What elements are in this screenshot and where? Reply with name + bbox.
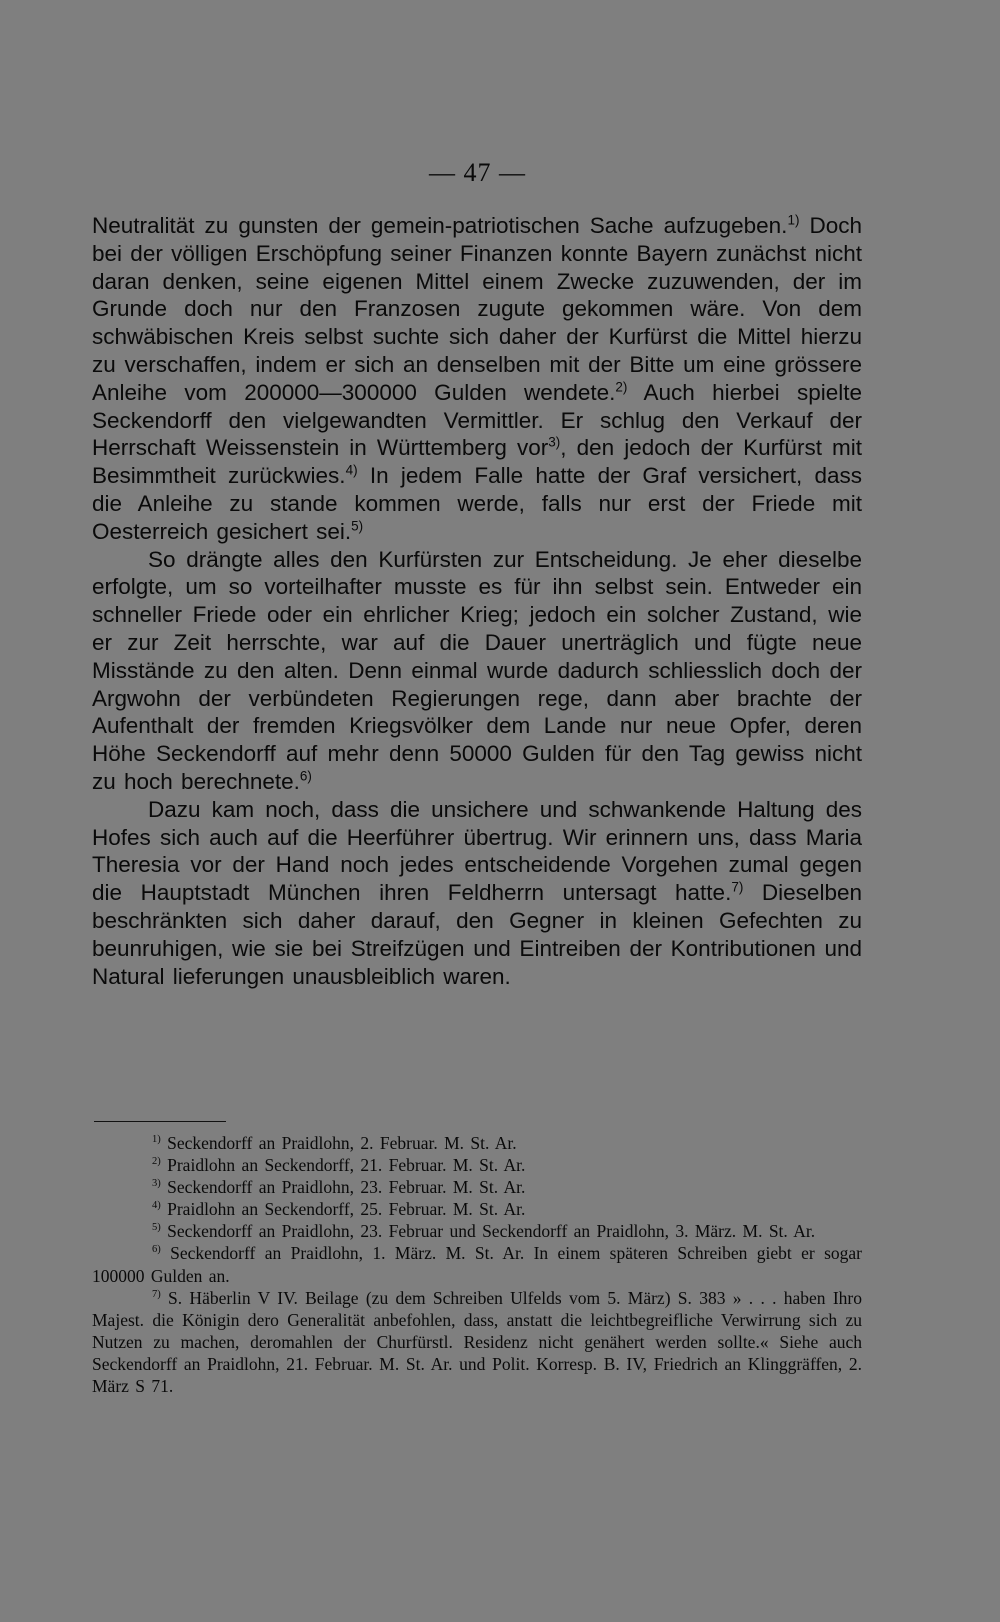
paragraph-text: Dieselben beschränkten sich daher darauf, den Gegner in kleinen Gefechten zu beunruhigen, wie sie bei Streifzügen und Eintreiben der Kontributionen und Natural lieferungen unausbleiblich waren.: [92, 880, 862, 989]
paragraph-text: So drängte alles den Kurfürsten zur Entscheidung. Je eher dieselbe erfolgte, um so vorteilhafter musste es für ihn selbst sein. Entweder ein schneller Friede oder ein ehrlicher Krieg; jedoch ein solcher Zustand, wie er zur Zeit herrschte, war auf die Dauer unerträglich und fügte neue Misstände zu den alten. Denn einmal wurde dadurch schliesslich doch der Argwohn der verbündeten Regierungen rege, dann aber brachte der Aufenthalt der fremden Kriegsvölker dem Lande nur neue Opfer, deren Höhe Seckendorff auf mehr denn 50000 Gulden für den Tag gewiss nicht zu hoch berechnete.: [92, 546, 862, 794]
page-number: — 47 —: [429, 158, 526, 187]
footnote-reference: 3): [548, 434, 561, 450]
footnote-mark: 5): [152, 1222, 161, 1234]
footnote-reference: 4): [345, 462, 358, 478]
footnote-text: Seckendorff an Praidlohn, 1. März. M. St. Ar. In einem späteren Schreiben giebt er sogar 100000 Gulden an.: [92, 1243, 862, 1286]
paragraph-text: , den jedoch der Kurfürst mit Besimmtheit zurückwies.: [92, 435, 863, 489]
paragraph: [92, 546, 862, 796]
footnote: [92, 1220, 862, 1242]
footnote-text: Praidlohn an Seckendorff, 21. Februar. M. St. Ar.: [160, 1155, 526, 1176]
footnote: [92, 1198, 862, 1220]
footnote-mark: 6): [152, 1244, 161, 1256]
footnote-text: S. Häberlin V IV. Beilage (zu dem Schreiben Ulfelds vom 5. März) S. 383 » . . . haben Ihro Majest. die Königin dero Generalität anbefohlen, dass, anstatt die leichtbegreifliche Verwirrung sich zu Nutzen zu machen, deromahlen der Churfürstl. Residenz nicht genähert werden sollte.« Siehe auch Seckendorff an Praidlohn, 21. Februar. M. St. Ar. und Polit. Korresp. B. IV, Friedrich an Klinggräffen, 2. März S 71.: [92, 1287, 862, 1397]
footnote-text: Praidlohn an Seckendorff, 25. Februar. M. St. Ar.: [160, 1199, 526, 1220]
footnote: [92, 1242, 862, 1286]
paragraph: [92, 796, 862, 991]
footnote-reference: 2): [615, 379, 628, 395]
footnote-text: Seckendorff an Praidlohn, 23. Februar und Seckendorff an Praidlohn, 3. März. M. St. Ar.: [160, 1221, 816, 1242]
footnote-mark: 4): [152, 1200, 161, 1212]
footnote-mark: 1): [152, 1134, 161, 1146]
footnote: [92, 1176, 862, 1198]
paragraph-text: Doch bei der völligen Erschöpfung seiner Finanzen konnte Bayern zunächst nicht daran denken, seine eigenen Mittel einem Zwecke zuzuwenden, der im Grunde doch nur den Franzosen zugute gekommen wäre. Von dem schwäbischen Kreis selbst suchte sich daher der Kurfürst die Mittel hierzu zu verschaffen, indem er sich an denselben mit der Bitte um eine grössere Anleihe vom 200000—300000 Gulden wendete.: [92, 213, 862, 405]
footnote: [92, 1132, 862, 1154]
footnote-mark: 2): [152, 1156, 161, 1168]
footnote: [92, 1154, 862, 1176]
footnote-reference: 6): [299, 768, 312, 784]
footnote-mark: 7): [152, 1288, 161, 1300]
footnote-reference: 7): [731, 879, 744, 895]
footnote-text: Seckendorff an Praidlohn, 2. Februar. M. St. Ar.: [160, 1133, 517, 1153]
paragraph-text: Auch hierbei spielte Seckendorff den vielgewandten Vermittler. Er schlug den Verkauf der Herrschaft Weissenstein in Württemberg vor: [92, 379, 862, 461]
footnotes: [92, 1132, 862, 1397]
footnote-reference: 5): [351, 518, 364, 534]
paragraph: [92, 212, 862, 546]
footnote: [92, 1287, 862, 1397]
footnote-text: Seckendorff an Praidlohn, 23. Februar. M. St. Ar.: [160, 1177, 526, 1198]
paragraph-text: Dazu kam noch, dass die unsichere und schwankende Haltung des Hofes sich auch auf die Heerführer übertrug. Wir erinnern uns, dass Maria Theresia vor der Hand noch jedes entscheidende Vorgehen zumal gegen die Hauptstadt München ihren Feldherrn untersagt hatte.: [92, 796, 862, 906]
paragraph-text: In jedem Falle hatte der Graf versichert, dass die Anleihe zu stande kommen werde, falls nur erst der Friede mit Oesterreich gesichert sei.: [92, 463, 862, 544]
body-text: [92, 212, 862, 990]
paragraph-text: Neutralität zu gunsten der gemein-patriotischen Sache aufzugeben.: [92, 213, 788, 238]
footnote-separator: [94, 1121, 226, 1122]
footnote-mark: 3): [152, 1178, 161, 1190]
footnote-reference: 1): [787, 212, 800, 228]
